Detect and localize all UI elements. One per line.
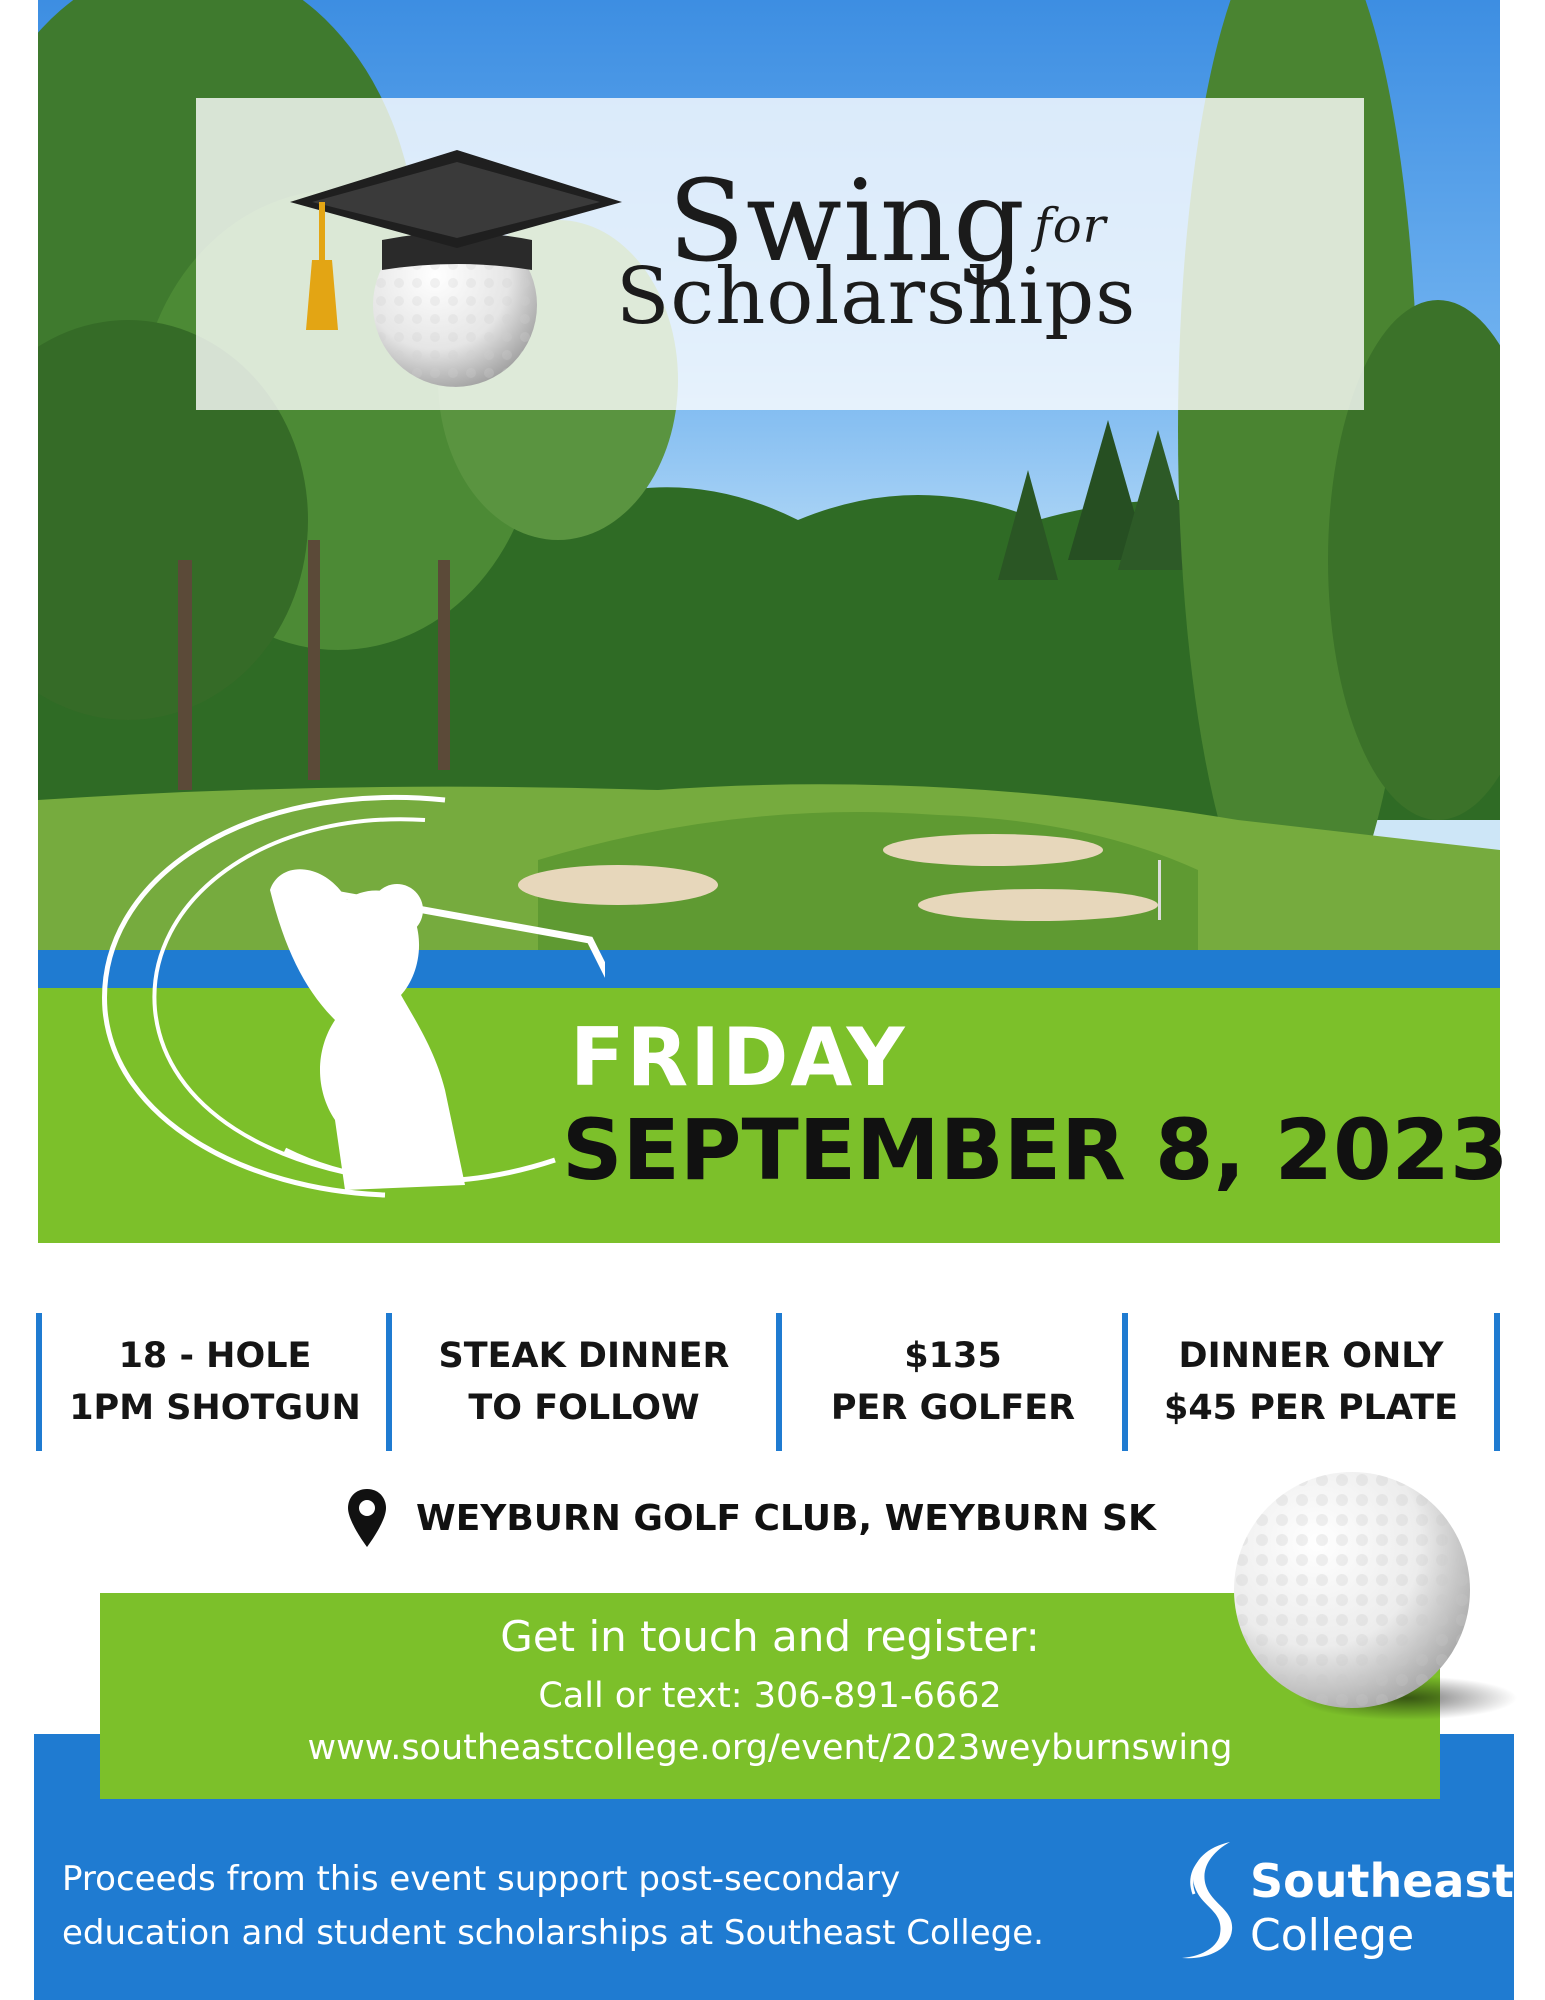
golf-ball-icon: [1232, 1470, 1522, 1730]
proceeds-statement: [62, 1852, 1162, 1960]
detail-line: 18 - HOLE: [118, 1336, 312, 1376]
detail-line: DINNER ONLY: [1178, 1336, 1444, 1376]
contact-heading: Get in touch and register:: [500, 1612, 1040, 1661]
detail-holes: [42, 1313, 388, 1451]
title-for-text: for: [1033, 198, 1107, 254]
event-date: SEPTEMBER 8, 2023: [562, 1101, 1509, 1199]
detail-price: [782, 1313, 1124, 1451]
event-day: FRIDAY: [570, 1011, 907, 1104]
detail-line: STEAK DINNER: [438, 1336, 730, 1376]
location-text: WEYBURN GOLF CLUB, WEYBURN SK: [416, 1497, 1156, 1539]
graduation-cap-golf-ball-icon: [282, 130, 632, 390]
brand-subtitle: College: [1250, 1910, 1415, 1961]
proceeds-line: education and student scholarships at Southeast College.: [62, 1913, 1044, 1953]
title-line1-text: Swing: [668, 157, 1026, 287]
detail-dinner-only: [1128, 1313, 1494, 1451]
location: [346, 1483, 1156, 1553]
detail-line: PER GOLFER: [830, 1388, 1076, 1428]
proceeds-line: Proceeds from this event support post-secondary: [62, 1859, 901, 1899]
map-pin-icon: [346, 1487, 388, 1549]
contact-phone: Call or text: 306-891-6662: [538, 1676, 1002, 1716]
registration-link[interactable]: www.southeastcollege.org/event/2023weyburnswing: [307, 1728, 1233, 1768]
detail-dinner: [392, 1313, 776, 1451]
column-divider: [1494, 1313, 1500, 1451]
southeast-college-logo-icon: [1172, 1838, 1244, 1962]
detail-line: 1PM SHOTGUN: [69, 1388, 361, 1428]
golfer-silhouette-icon: [85, 790, 605, 1210]
detail-line: $45 PER PLATE: [1163, 1388, 1459, 1428]
detail-line: TO FOLLOW: [468, 1388, 700, 1428]
detail-line: $135: [904, 1336, 1002, 1376]
brand-name: Southeast: [1250, 1854, 1514, 1908]
title-scholarships: Scholarships: [616, 252, 1137, 342]
